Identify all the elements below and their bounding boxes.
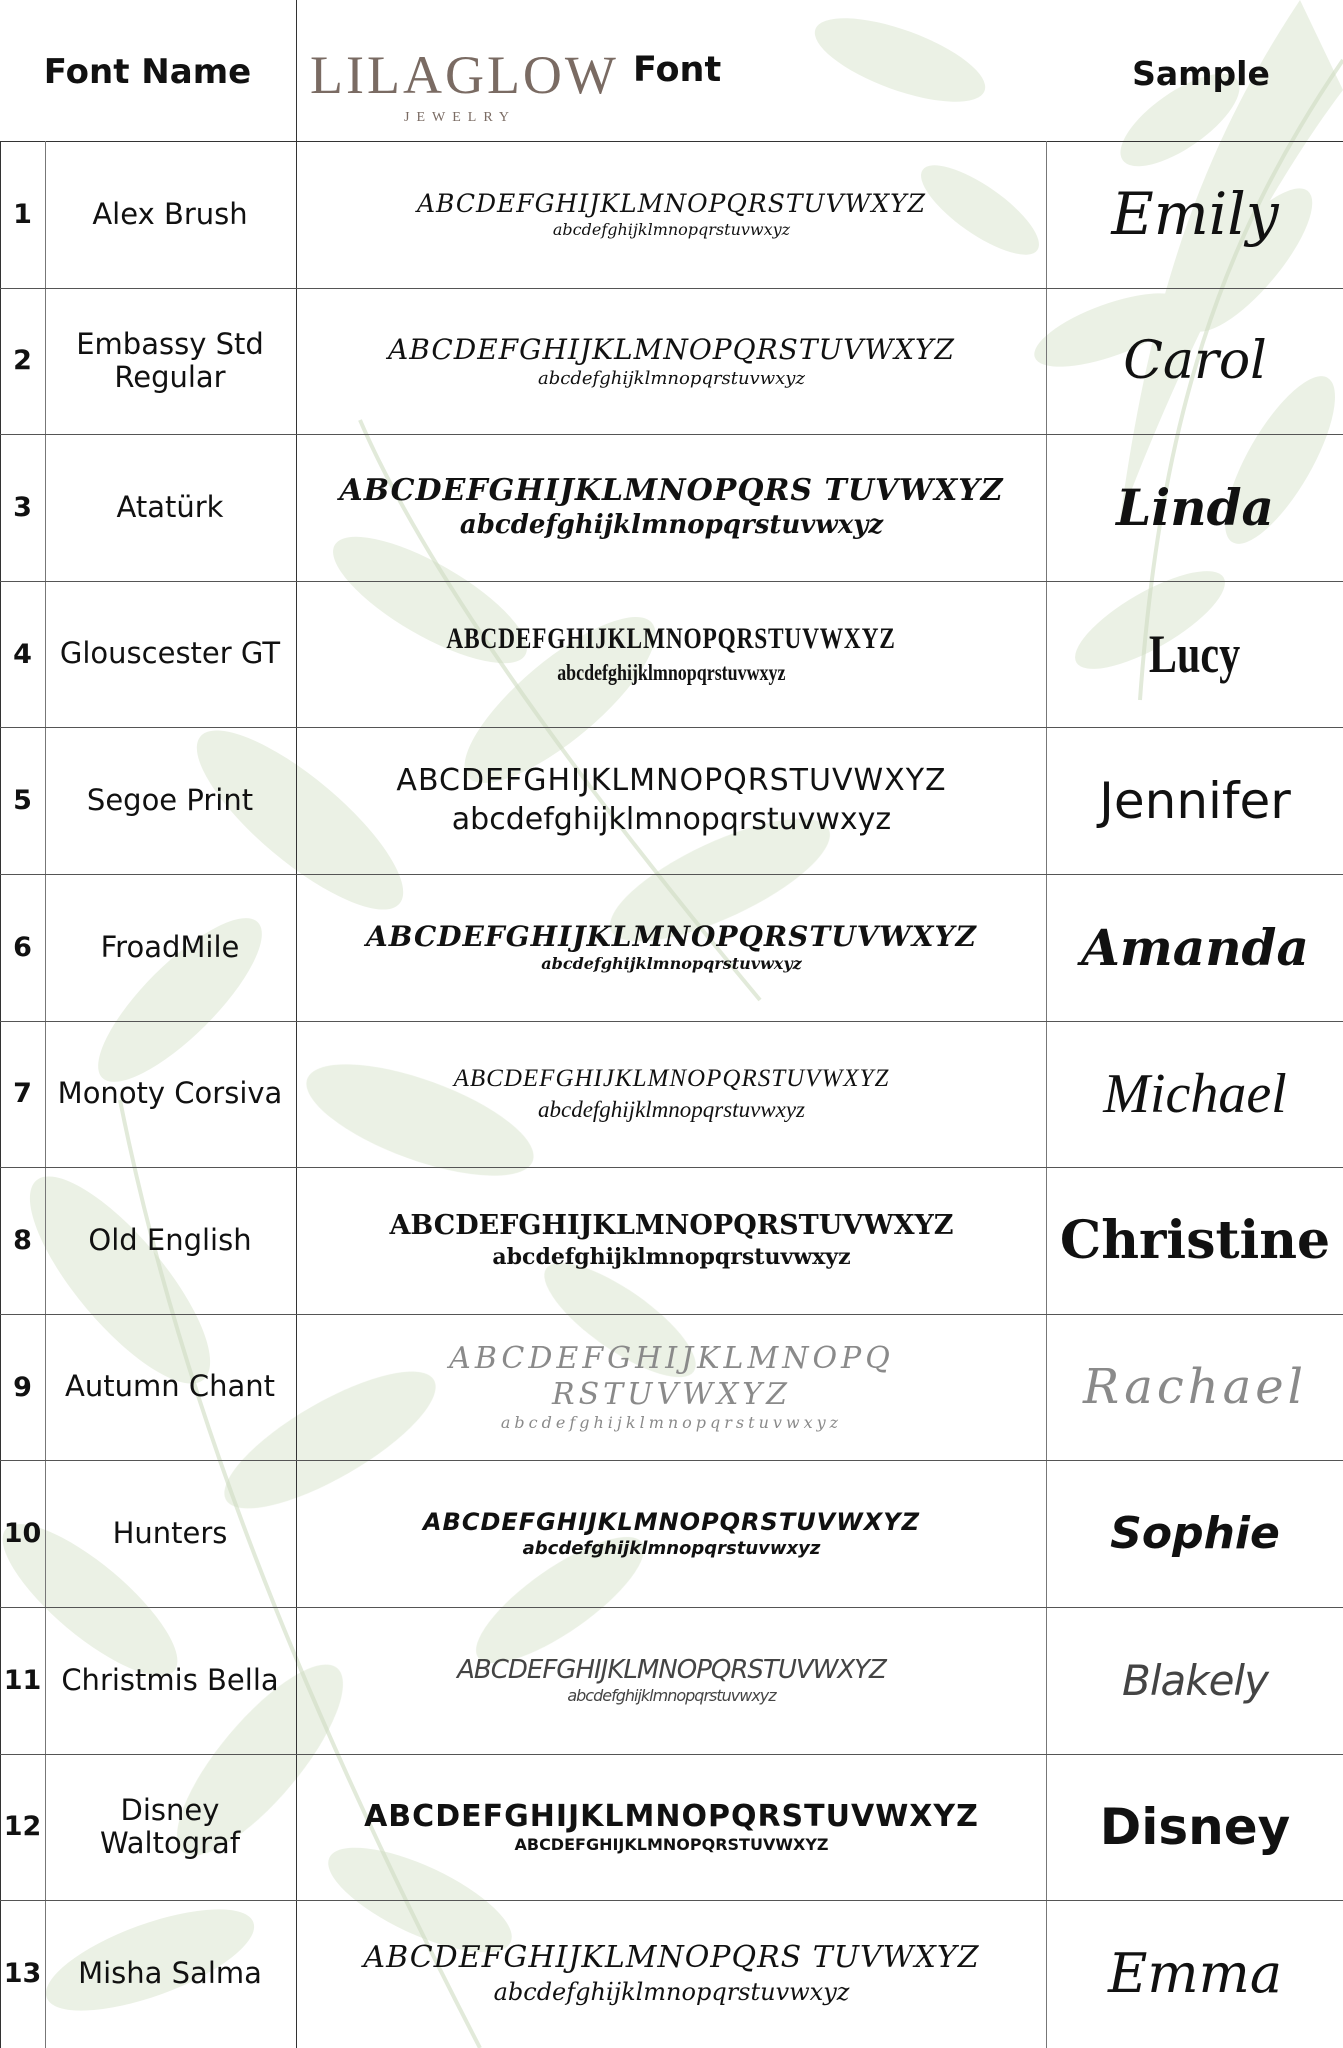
specimen-lowercase: abcdefghijklmnopqrstuvwxyz	[538, 367, 805, 389]
sample-cell	[1047, 581, 1343, 728]
specimen-lowercase: abcdefghijklmnopqrstuvwxyz	[451, 801, 892, 837]
specimen-uppercase: ABCDEFGHIJKLMNOPQRSTUVWXYZ	[453, 1065, 890, 1093]
sample-cell	[1047, 288, 1343, 435]
font-name	[45, 288, 295, 435]
font-name-column-header: Font Name	[43, 52, 252, 92]
font-name	[45, 581, 295, 728]
row-number: 1	[13, 198, 32, 230]
font-row	[0, 1460, 1343, 1608]
font-row	[0, 434, 1343, 582]
font-name-line1: Alex Brush	[92, 196, 248, 231]
specimen-uppercase: ABCDEFGHIJKLMNOPQRSTUVWXYZ	[446, 622, 897, 656]
sample-name: Sophie	[1110, 1508, 1280, 1560]
font-name-line1: Glouscester GT	[59, 636, 281, 671]
font-column-header: Font	[633, 50, 722, 90]
sample-cell	[1047, 1021, 1343, 1168]
row-number: 13	[3, 1957, 42, 1989]
sample-cell	[1047, 1754, 1343, 1901]
font-name-line1: Embassy Std	[76, 326, 264, 361]
font-name	[45, 1754, 295, 1901]
row-number: 9	[13, 1371, 32, 1403]
sample-name: Blakely	[1122, 1655, 1268, 1705]
font-name	[45, 1460, 295, 1607]
font-specimen	[297, 727, 1046, 874]
font-row	[0, 581, 1343, 729]
sample-name: Amanda	[1081, 917, 1309, 977]
specimen-lowercase: abcdefghijklmnopqrstuvwxyz	[522, 1537, 821, 1559]
font-name	[45, 1900, 295, 2047]
font-row	[0, 1167, 1343, 1315]
sample-name: Carol	[1123, 330, 1267, 391]
font-specimen	[297, 1021, 1046, 1168]
specimen-uppercase: ABCDEFGHIJKLMNOPQRSTUVWXYZ	[364, 1798, 979, 1834]
sample-cell	[1047, 1607, 1343, 1754]
font-name-line1: Monoty Corsiva	[57, 1076, 283, 1111]
specimen-uppercase: ABCDEFGHIJKLMNOPQ	[449, 1340, 894, 1376]
sample-name: Linda	[1116, 477, 1274, 537]
specimen-lowercase: abcdefghijklmnopqrstuvwxyz	[567, 1686, 776, 1706]
specimen-lowercase: abcdefghijklmnopqrstuvwxyz	[493, 1977, 850, 2006]
font-specimen	[297, 1607, 1046, 1754]
font-name	[45, 1314, 295, 1461]
sample-cell	[1047, 1167, 1343, 1314]
sample-cell	[1047, 1900, 1343, 2047]
logo-subtitle: JEWELRY	[404, 110, 516, 125]
sample-cell	[1047, 727, 1343, 874]
font-row	[0, 874, 1343, 1022]
font-specimen	[297, 581, 1046, 728]
row-number: 4	[13, 638, 32, 670]
font-specimen	[297, 1167, 1046, 1314]
specimen-lowercase: abcdefghijklmnopqrstuvwxyz	[552, 219, 791, 239]
font-name-line1: Old English	[88, 1222, 252, 1257]
row-number: 12	[3, 1811, 42, 1843]
specimen-uppercase-line2: RSTUVWXYZ	[552, 1377, 791, 1413]
font-row	[0, 727, 1343, 875]
sample-cell	[1047, 1314, 1343, 1461]
specimen-uppercase: ABCDEFGHIJKLMNOPQRSTUVWXYZ	[366, 920, 977, 954]
sample-cell	[1047, 141, 1343, 288]
font-row	[0, 1607, 1343, 1755]
sample-name: Disney	[1099, 1797, 1291, 1856]
font-specimen	[297, 1900, 1046, 2047]
sample-name: Christine	[1059, 1209, 1331, 1271]
font-name	[45, 434, 295, 581]
font-name-line1: Autumn Chant	[65, 1369, 275, 1404]
sample-cell	[1047, 1460, 1343, 1607]
font-row	[0, 1021, 1343, 1169]
font-name	[45, 874, 295, 1021]
specimen-lowercase: abcdefghijklmnopqrstuvwxyz	[537, 1096, 805, 1122]
brand-logo	[310, 45, 619, 126]
sample-name: Emma	[1107, 1941, 1283, 2005]
font-name-line1: FroadMile	[100, 929, 240, 964]
font-row	[0, 1314, 1343, 1462]
specimen-uppercase: ABCDEFGHIJKLMNOPQRS TUVWXYZ	[363, 1940, 980, 1976]
row-number: 11	[3, 1664, 42, 1696]
font-row	[0, 1900, 1343, 2047]
chart-header	[0, 0, 1343, 142]
row-number: 2	[13, 345, 32, 377]
specimen-uppercase: ABCDEFGHIJKLMNOPQRSTUVWXYZ	[422, 1507, 921, 1536]
font-specimen	[297, 1754, 1046, 1901]
font-name-line1: Hunters	[112, 1516, 228, 1551]
specimen-lowercase: abcdefghijklmnopqrstuvwxyz	[492, 1244, 851, 1271]
font-specimen	[297, 141, 1046, 288]
font-name	[45, 1021, 295, 1168]
row-number: 3	[13, 491, 32, 523]
font-name-line2: Regular	[114, 359, 226, 394]
row-number: 6	[13, 931, 32, 963]
font-name-line1: Segoe Print	[86, 783, 254, 818]
specimen-lowercase: abcdefghijklmnopqrstuvwxyz	[459, 510, 884, 541]
font-name-line1: Christmis Bella	[61, 1662, 279, 1697]
font-specimen	[297, 1314, 1046, 1461]
specimen-uppercase: ABCDEFGHIJKLMNOPQRSTUVWXYZ	[416, 189, 926, 219]
font-name	[45, 1167, 295, 1314]
sample-name: Michael	[1103, 1062, 1287, 1125]
row-number: 7	[13, 1078, 32, 1110]
font-specimen	[297, 1460, 1046, 1607]
font-name-line2: Waltograf	[99, 1825, 241, 1860]
font-name-line1: Misha Salma	[78, 1955, 262, 1990]
sample-column-header: Sample	[1132, 54, 1270, 93]
specimen-uppercase: ABCDEFGHIJKLMNOPQRSTUVWXYZ	[396, 763, 947, 799]
row-number: 10	[3, 1518, 42, 1550]
logo-wordmark: LILAGLOW	[310, 45, 619, 105]
font-specimen	[297, 288, 1046, 435]
sample-name: Lucy	[1149, 624, 1241, 685]
sample-name: Emily	[1111, 180, 1279, 249]
sample-cell	[1047, 434, 1343, 581]
specimen-lowercase: abcdefghijklmnopqrstuvwxyz	[541, 954, 802, 974]
specimen-lowercase: ABCDEFGHIJKLMNOPQRSTUVWXYZ	[514, 1835, 829, 1855]
font-name-line1: Atatürk	[116, 489, 224, 524]
font-specimen	[297, 874, 1046, 1021]
font-name	[45, 141, 295, 288]
specimen-lowercase: abcdefghijklmnopqrstuvwxyz	[557, 659, 786, 685]
sample-name: Jennifer	[1099, 771, 1291, 830]
specimen-lowercase: abcdefghijklmnopqrstuvwxyz	[500, 1413, 843, 1433]
font-name-line1: Disney	[120, 1792, 220, 1827]
sample-name: Rachael	[1082, 1359, 1308, 1416]
font-specimen	[297, 434, 1046, 581]
specimen-uppercase: ABCDEFGHIJKLMNOPQRSTUVWXYZ	[388, 332, 955, 366]
font-row	[0, 141, 1343, 289]
sample-cell	[1047, 874, 1343, 1021]
font-name	[45, 1607, 295, 1754]
row-number: 5	[13, 785, 32, 817]
font-name	[45, 727, 295, 874]
specimen-uppercase: ABCDEFGHIJKLMNOPQRSTUVWXYZ	[389, 1210, 954, 1242]
font-row	[0, 288, 1343, 436]
specimen-uppercase: ABCDEFGHIJKLMNOPQRS TUVWXYZ	[339, 472, 1004, 508]
font-row	[0, 1754, 1343, 1902]
specimen-uppercase: ABCDEFGHIJKLMNOPQRSTUVWXYZ	[457, 1654, 886, 1685]
row-number: 8	[13, 1224, 32, 1256]
